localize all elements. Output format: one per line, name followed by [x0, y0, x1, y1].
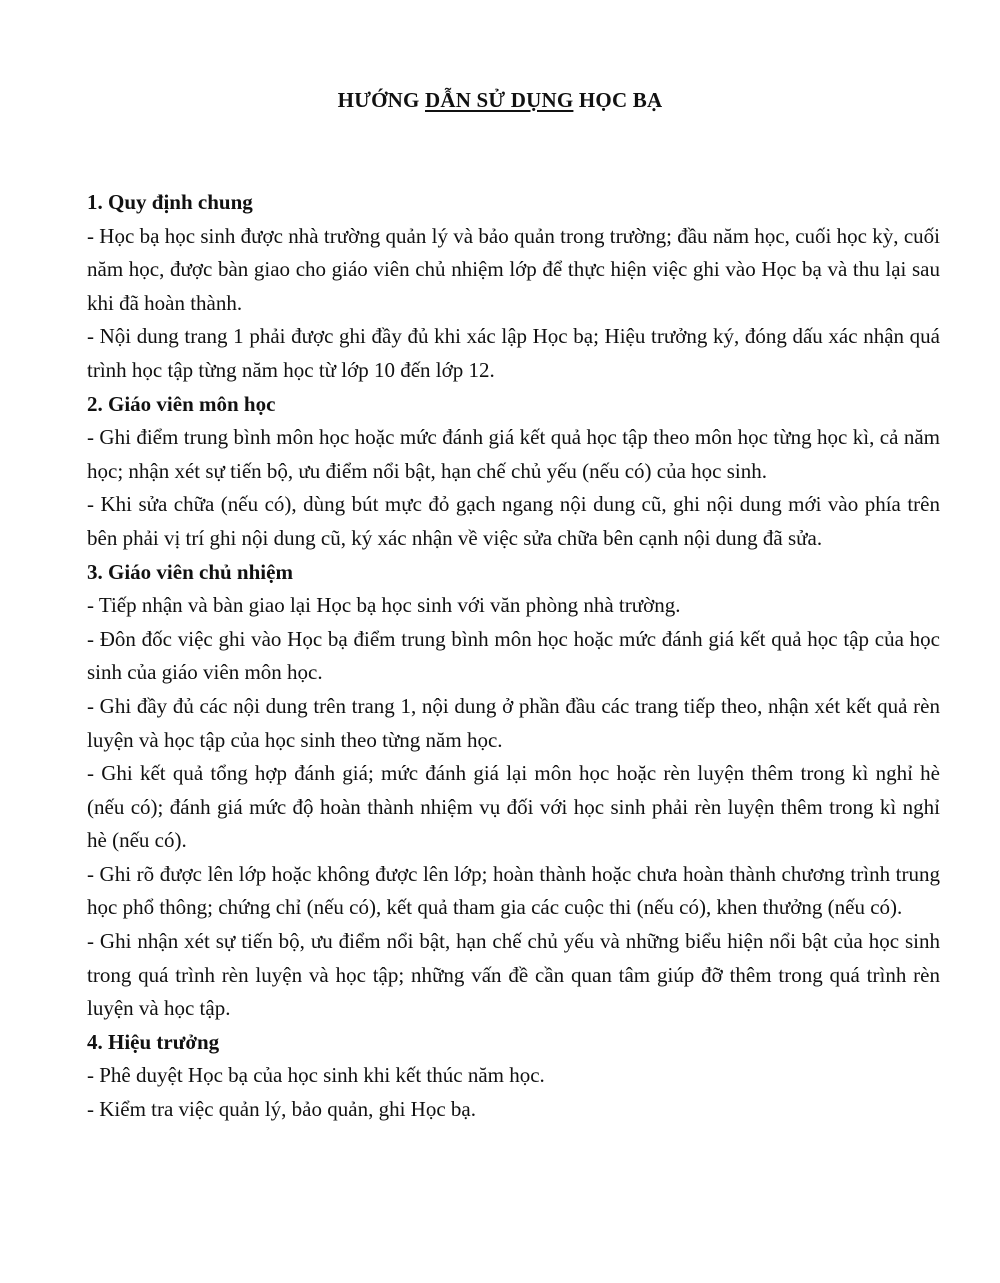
paragraph: - Ghi đầy đủ các nội dung trên trang 1, nội dung ở phần đầu các trang tiếp theo, nhận xét kết quả rèn luyện và học tập của học sinh theo từng năm học. — [87, 693, 940, 752]
section-heading: 2. Giáo viên môn học — [87, 391, 276, 416]
paragraph: - Phê duyệt Học bạ của học sinh khi kết thúc năm học. — [87, 1063, 545, 1088]
paragraph: - Kiểm tra việc quản lý, bảo quản, ghi Học bạ. — [87, 1097, 476, 1122]
section-heading: 1. Quy định chung — [87, 190, 253, 214]
paragraph: - Khi sửa chữa (nếu có), dùng bút mực đỏ gạch ngang nội dung cũ, ghi nội dung mới vào phía trên bên phải vị trí ghi nội dung cũ, ký xác nhận về việc sửa chữa bên cạnh nội dung đã sửa. — [87, 492, 940, 550]
title-part-1: HƯỚNG — [337, 88, 425, 112]
section-homeroom-teacher — [87, 556, 940, 1026]
title-part-3: HỌC BẠ — [573, 88, 663, 112]
paragraph: - Đôn đốc việc ghi vào Học bạ điểm trung bình môn học hoặc mức đánh giá kết quả học tập của học sinh của giáo viên môn học. — [87, 626, 940, 685]
paragraph: - Ghi nhận xét sự tiến bộ, ưu điểm nổi bật, hạn chế chủ yếu và những biểu hiện nổi bật của học sinh trong quá trình rèn luyện và học tập; những vấn đề cần quan tâm giúp đỡ thêm trong quá trình rèn luyện và học tập. — [87, 929, 940, 1021]
paragraph: - Nội dung trang 1 phải được ghi đầy đủ khi xác lập Học bạ; Hiệu trưởng ký, đóng dấu xác nhận quá trình học tập từng năm học từ lớp 10 đến lớp 12. — [87, 324, 940, 382]
section-heading: 3. Giáo viên chủ nhiệm — [87, 559, 293, 584]
paragraph: - Ghi điểm trung bình môn học hoặc mức đánh giá kết quả học tập theo môn học từng học kì, cả năm học; nhận xét sự tiến bộ, ưu điểm nổi bật, hạn chế chủ yếu (nếu có) của học sinh. — [87, 425, 940, 483]
section-heading: 4. Hiệu trưởng — [87, 1029, 220, 1054]
paragraph: - Ghi rõ được lên lớp hoặc không được lên lớp; hoàn thành hoặc chưa hoàn thành chương trình trung học phổ thông; chứng chỉ (nếu có), kết quả tham gia các cuộc thi (nếu có), khen thưởng (nếu có). — [87, 861, 940, 920]
paragraph: - Học bạ học sinh được nhà trường quản lý và bảo quản trong trường; đầu năm học, cuối học kỳ, cuối năm học, được bàn giao cho giáo viên chủ nhiệm lớp để thực hiện việc ghi vào Học bạ và thu lại sau khi đã hoàn thành. — [87, 223, 940, 315]
section-principal — [87, 1026, 940, 1127]
section-general-rules — [87, 186, 940, 388]
document-body — [87, 186, 940, 1127]
paragraph: - Tiếp nhận và bàn giao lại Học bạ học sinh với văn phòng nhà trường. — [87, 593, 681, 618]
section-subject-teacher — [87, 388, 940, 556]
paragraph: - Ghi kết quả tổng hợp đánh giá; mức đánh giá lại môn học hoặc rèn luyện thêm trong kì nghỉ hè (nếu có); đánh giá mức độ hoàn thành nhiệm vụ đối với học sinh phải rèn luyện thêm trong kì nghỉ hè (nếu có). — [87, 761, 940, 853]
document-title — [0, 88, 1000, 113]
title-part-2-underlined: DẪN SỬ DỤNG — [425, 88, 574, 112]
